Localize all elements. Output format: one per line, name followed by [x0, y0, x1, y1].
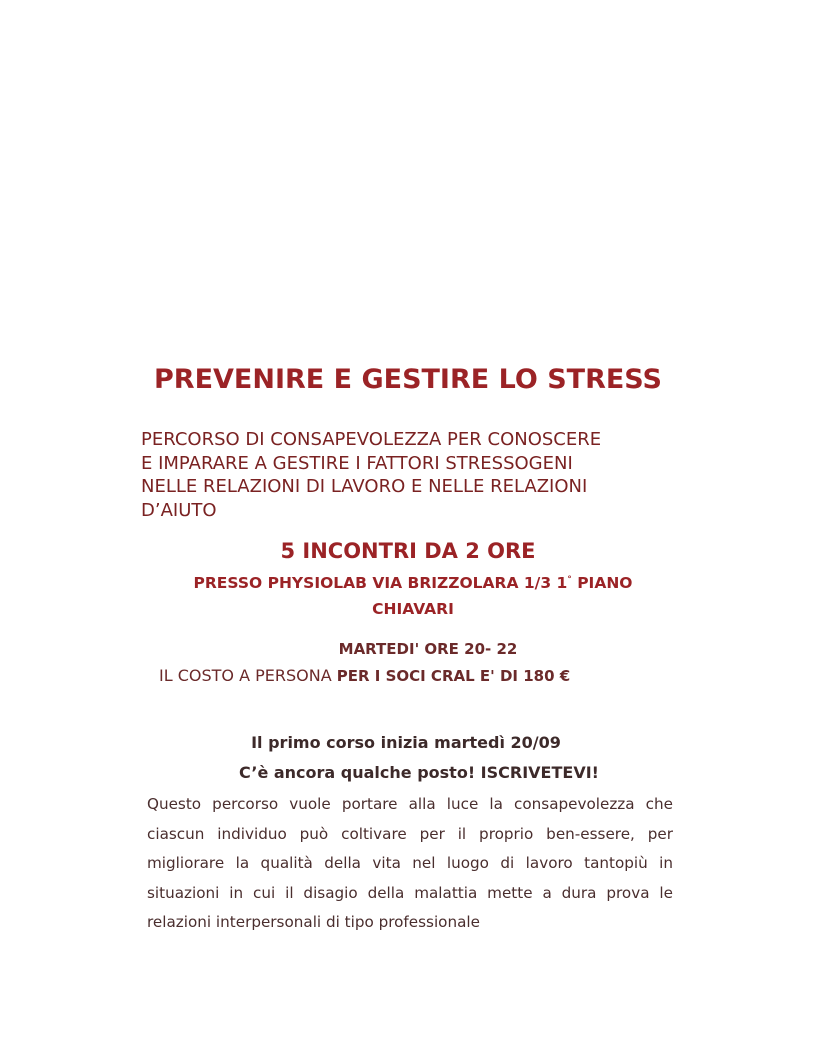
subtitle-line: PERCORSO DI CONSAPEVOLEZZA PER CONOSCERE: [141, 429, 602, 450]
description-paragraph: [147, 790, 673, 938]
location-city: CHIAVARI: [372, 600, 454, 618]
subtitle-line: NELLE RELAZIONI DI LAVORO E NELLE RELAZIONI: [141, 476, 588, 497]
description-line: situazioni in cui il disagio della malattia mette a dura prova le: [147, 883, 673, 902]
degree-sign: °: [567, 574, 572, 585]
subtitle-line: D’AIUTO: [141, 499, 217, 521]
cost-text: [159, 666, 570, 685]
description-line: migliorare la qualità della vita nel luogo di lavoro tantopiù in: [147, 854, 673, 872]
description-line: relazioni interpersonali di tipo professionale: [147, 913, 480, 931]
flyer-title: PREVENIRE E GESTIRE LO STRESS: [153, 364, 662, 395]
description-line: ciascun individuo può coltivare per il proprio ben-essere, per: [147, 824, 673, 843]
description-line: Questo percorso vuole portare alla luce la consapevolezza che: [147, 795, 673, 813]
cost-prefix: IL COSTO A PERSONA: [159, 666, 337, 685]
start-date-text: Il primo corso inizia martedì 20/09: [251, 733, 561, 752]
location-address: [0, 574, 816, 592]
flyer-subtitle: [141, 428, 681, 522]
subtitle-line: E IMPARARE A GESTIRE I FATTORI STRESSOGENI: [141, 452, 573, 474]
availability-text: C’è ancora qualche posto! ISCRIVETEVI!: [239, 763, 599, 782]
location-presso: PRESSO PHYSIOLAB VIA BRIZZOLARA 1/3 1: [193, 574, 568, 592]
schedule-text: MARTEDI' ORE 20- 22: [338, 640, 518, 658]
location-piano: PIANO: [571, 574, 633, 592]
cost-members: PER I SOCI CRAL E' DI 180 €: [336, 667, 571, 685]
sessions-heading: 5 INCONTRI DA 2 ORE: [280, 539, 536, 563]
